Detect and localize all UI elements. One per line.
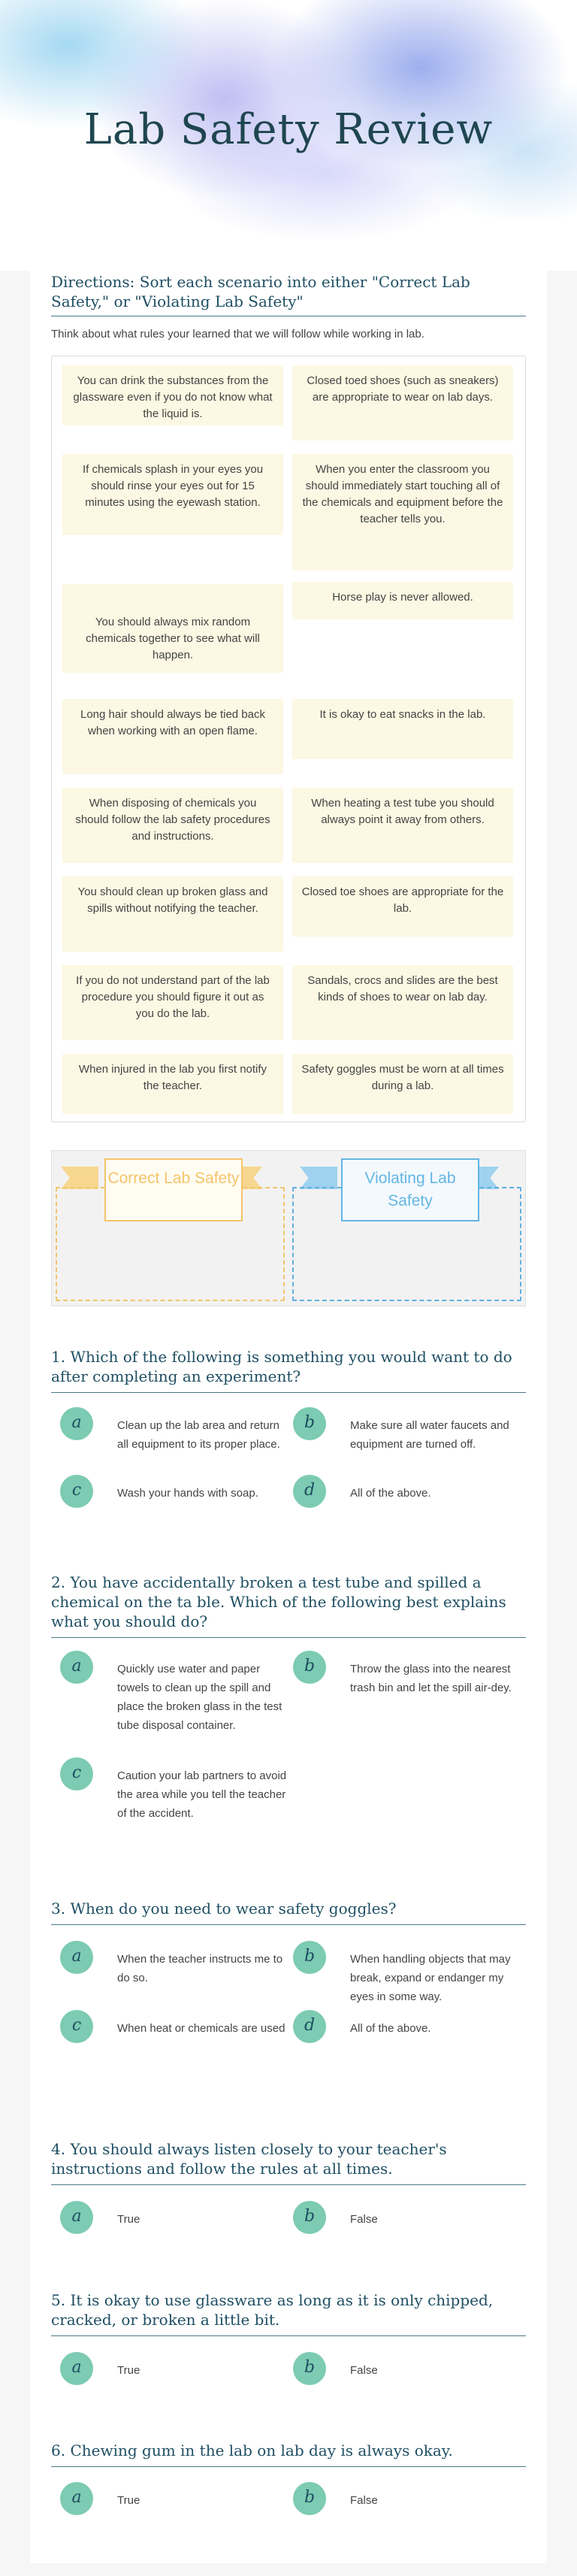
option-text: False <box>350 2213 378 2226</box>
option-text: False <box>350 2494 378 2507</box>
letter-badge: b <box>293 1651 326 1684</box>
option-b[interactable] <box>293 1407 518 1467</box>
question-5 <box>51 2290 526 2388</box>
letter-badge: a <box>60 1407 93 1440</box>
letter-badge: d <box>293 2010 326 2043</box>
option-b[interactable] <box>293 2482 518 2515</box>
option-a[interactable] <box>60 1941 285 1986</box>
option-b[interactable] <box>293 2201 518 2234</box>
option-text: All of the above. <box>350 1487 431 1500</box>
letter-badge: c <box>60 1757 93 1790</box>
sort-card[interactable]: You should always mix random chemicals together to see what will happen. <box>62 584 283 673</box>
option-c[interactable] <box>60 1757 285 1818</box>
option-text: Make sure all water faucets and equipment are turned off. <box>350 1419 509 1451</box>
sort-card[interactable]: When disposing of chemicals you should follow the lab safety procedures and instructions. <box>62 788 283 863</box>
page-title: Lab Safety Review <box>83 105 494 154</box>
sort-card[interactable]: If you do not understand part of the lab procedure you should figure it out as you do the lab. <box>62 965 283 1040</box>
question-text: 4. You should always listen closely to your teacher's instructions and follow the rules at all times. <box>51 2139 526 2185</box>
option-text: Quickly use water and paper towels to clean up the spill and place the broken glass in the test tube disposal container. <box>117 1663 282 1732</box>
sort-card[interactable]: If chemicals splash in your eyes you should rinse your eyes out for 15 minutes using the eyewash station. <box>62 454 283 535</box>
option-text: Clean up the lab area and return all equipment to its proper place. <box>117 1419 280 1451</box>
question-4 <box>51 2139 526 2237</box>
sort-card[interactable]: Closed toed shoes (such as sneakers) are appropriate to wear on lab days. <box>292 365 513 440</box>
letter-badge: a <box>60 2201 93 2234</box>
option-text: Wash your hands with soap. <box>117 1487 258 1500</box>
question-text: 3. When do you need to wear safety goggles? <box>51 1899 526 1925</box>
option-d[interactable] <box>293 1475 518 1508</box>
sort-card[interactable]: You should clean up broken glass and spills without notifying the teacher. <box>62 876 283 952</box>
letter-badge: a <box>60 1941 93 1974</box>
option-text: Caution your lab partners to avoid the area while you tell the teacher of the accident. <box>117 1769 287 1820</box>
option-d[interactable] <box>293 2010 518 2043</box>
letter-badge: d <box>293 1475 326 1508</box>
letter-badge: a <box>60 2352 93 2385</box>
sort-card[interactable]: Closed toe shoes are appropriate for the lab. <box>292 876 513 937</box>
sort-card[interactable]: You can drink the substances from the glassware even if you do not know what the liquid is. <box>62 365 283 425</box>
sort-card[interactable]: Sandals, crocs and slides are the best kinds of shoes to wear on lab day. <box>292 965 513 1040</box>
letter-badge: a <box>60 2482 93 2515</box>
letter-badge: b <box>293 2201 326 2234</box>
option-a[interactable] <box>60 2352 285 2385</box>
letter-badge: c <box>60 1475 93 1508</box>
sort-card[interactable]: Horse play is never allowed. <box>292 582 513 619</box>
instructions-text: Think about what rules your learned that we will follow while working in lab. <box>51 328 424 341</box>
directions-heading: Directions: Sort each scenario into either "Correct Lab Safety," or "Violating Lab Safety" <box>51 271 526 316</box>
letter-badge: a <box>60 1651 93 1684</box>
letter-badge: c <box>60 2010 93 2043</box>
sort-card[interactable]: When injured in the lab you first notify the teacher. <box>62 1054 283 1114</box>
option-b[interactable] <box>293 1651 518 1711</box>
letter-badge: b <box>293 1407 326 1440</box>
option-b[interactable] <box>293 1941 518 2001</box>
sort-card[interactable]: Safety goggles must be worn at all times during a lab. <box>292 1054 513 1114</box>
question-2 <box>51 1573 526 1820</box>
content-card <box>30 271 547 2563</box>
letter-badge: b <box>293 2352 326 2385</box>
option-text: When the teacher instructs me to do so. <box>117 1953 283 1984</box>
option-c[interactable] <box>60 1475 285 1508</box>
letter-badge: b <box>293 1941 326 1974</box>
sort-card[interactable]: Long hair should always be tied back when working with an open flame. <box>62 699 283 774</box>
question-1 <box>51 1347 526 1500</box>
option-a[interactable] <box>60 2201 285 2234</box>
sort-cards-panel <box>51 356 526 1122</box>
violating-category-label: Violating Lab Safety <box>341 1158 479 1221</box>
option-b[interactable] <box>293 2352 518 2385</box>
category-drop-zones <box>51 1150 526 1306</box>
option-a[interactable] <box>60 1651 285 1748</box>
option-text: When heat or chemicals are used <box>117 2022 285 2035</box>
question-3 <box>51 1899 526 2049</box>
option-text: True <box>117 2364 140 2377</box>
question-text: 2. You have accidentally broken a test tube and spilled a chemical on the ta ble. Which of the following best explains what you should do? <box>51 1573 526 1638</box>
option-text: Throw the glass into the nearest trash bin and let the spill air-dey. <box>350 1663 512 1694</box>
sort-card[interactable]: It is okay to eat snacks in the lab. <box>292 699 513 759</box>
option-text: When handling objects that may break, expand or endanger my eyes in some way. <box>350 1953 511 2003</box>
question-text: 5. It is okay to use glassware as long as it is only chipped, cracked, or broken a little bit. <box>51 2290 526 2336</box>
option-a[interactable] <box>60 1407 285 1467</box>
question-text: 6. Chewing gum in the lab on lab day is always okay. <box>51 2441 526 2467</box>
question-text: 1. Which of the following is something you would want to do after completing an experiment? <box>51 1347 526 1393</box>
letter-badge: b <box>293 2482 326 2515</box>
option-text: True <box>117 2213 140 2226</box>
option-text: True <box>117 2494 140 2507</box>
correct-category-label: Correct Lab Safety <box>104 1158 243 1221</box>
option-a[interactable] <box>60 2482 285 2515</box>
question-6 <box>51 2441 526 2531</box>
sort-card[interactable]: When heating a test tube you should always point it away from others. <box>292 788 513 863</box>
option-c[interactable] <box>60 2010 285 2055</box>
sort-card[interactable]: When you enter the classroom you should immediately start touching all of the chemicals and equipment before the teacher tells you. <box>292 454 513 571</box>
option-text: All of the above. <box>350 2022 431 2035</box>
option-text: False <box>350 2364 378 2377</box>
header-banner <box>0 0 577 271</box>
